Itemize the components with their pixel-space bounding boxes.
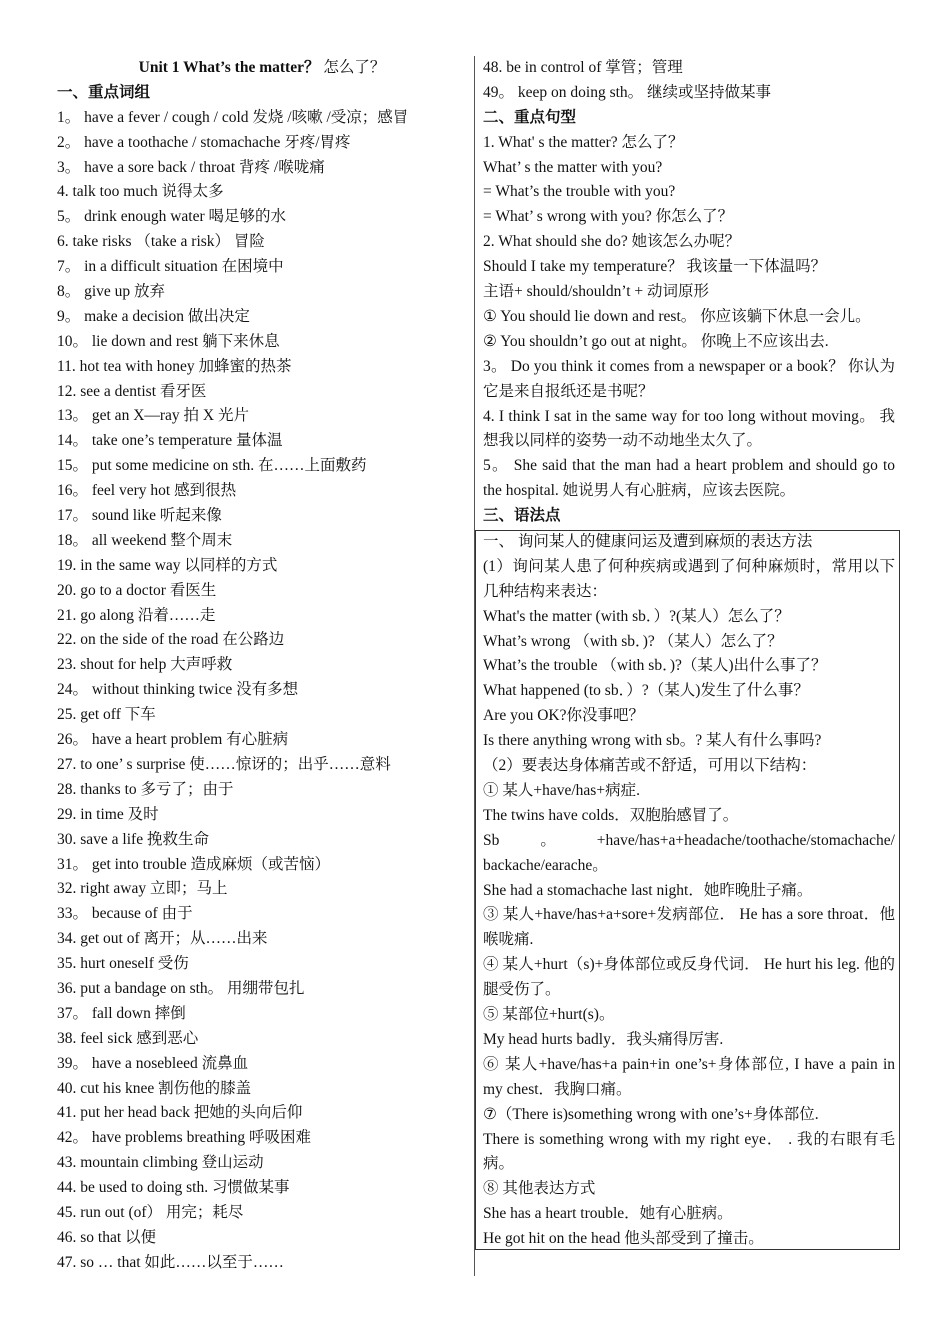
grammar-line: She had a stomachache last night．她昨晚肚子痛。 [483, 881, 813, 899]
phrase-line: 47. so … that 如此……以至于…… [57, 1253, 284, 1271]
sentence-line: 3。 Do you think it comes from a newspaper or a book？ 你认为它是来自报纸还是书呢？ [483, 357, 895, 400]
sentence-line: 主语+ should/shouldn’t + 动词原形 [483, 283, 710, 301]
grammar-line: The twins have colds．双胞胎感冒了。 [483, 806, 739, 824]
grammar-list [483, 530, 895, 1252]
grammar-line: ⑦（There is)something wrong with one’s+身体部位. [483, 1105, 819, 1123]
phrase-line: 12. see a dentist 看牙医 [57, 382, 207, 400]
phrase-line: 27. to one’ s surprise 使……惊讶的；出乎……意料 [57, 755, 391, 773]
phrase-line: 43. mountain climbing 登山运动 [57, 1154, 264, 1172]
page-title [57, 56, 467, 81]
sentence-line: 4. I think I sat in the same way for too long without moving。 我想我以同样的姿势一动不动地坐太久了。 [483, 407, 895, 450]
phrase-line: 37。 fall down 摔倒 [57, 1004, 186, 1022]
grammar-line: What's the matter (with sb．）?(某人）怎么了？ [483, 607, 790, 625]
grammar-line: （2）要表达身体痛苦或不舒适，可用以下结构： [483, 757, 817, 775]
phrase-line: 39。 have a nosebleed 流鼻血 [57, 1054, 249, 1072]
right-column [483, 56, 895, 529]
phrase-line: 15。 put some medicine on sth. 在……上面敷药 [57, 457, 367, 475]
phrase-line: 21. go along 沿着……走 [57, 606, 216, 624]
phrase-line: 8。 give up 放弃 [57, 283, 166, 301]
phrase-line: 38. feel sick 感到恶心 [57, 1029, 199, 1047]
grammar-line: ⑧ 其他表达方式 [483, 1180, 596, 1198]
phrase-line: 41. put her head back 把她的头向后仰 [57, 1104, 303, 1122]
phrase-line: 34. get out of 离开；从……出来 [57, 930, 268, 948]
phrase-list [57, 81, 467, 1276]
phrase-line: 2。 have a toothache / stomachache 牙疼/胃疼 [57, 133, 351, 151]
phrase-line: 18。 all weekend 整个周末 [57, 531, 233, 549]
phrase-line: 17。 sound like 听起来像 [57, 507, 222, 525]
grammar-line: 一、 询问某人的健康问运及遭到麻烦的表达方法 [483, 533, 813, 550]
phrase-line: 6. take risks （take a risk） 冒险 [57, 233, 265, 251]
sentence-line: 48. be in control of 掌管；管理 [483, 59, 683, 76]
phrase-line: 42。 have problems breathing 呼吸困难 [57, 1129, 311, 1147]
phrase-line: 26。 have a heart problem 有心脏病 [57, 731, 289, 749]
phrase-line: 20. go to a doctor 看医生 [57, 581, 217, 599]
phrase-line: 22. on the side of the road 在公路边 [57, 631, 285, 649]
grammar-line: ③ 某人+have/has+a+sore+发病部位． He has a sore throat．他喉咙痛. [483, 906, 895, 949]
phrase-line: 40. cut his knee 割伤他的膝盖 [57, 1079, 252, 1097]
sentence-line: 49。 keep on doing sth。 继续或坚持做某事 [483, 83, 772, 101]
phrase-line: 30. save a life 挽救生命 [57, 830, 209, 848]
sentence-line: 二、重点句型 [483, 108, 577, 126]
phrase-line: 45. run out (of） 用完；耗尽 [57, 1203, 244, 1221]
sentence-line: = What’ s wrong with you? 你怎么了？ [483, 208, 734, 226]
phrase-line: 4. talk too much 说得太多 [57, 183, 224, 201]
sentence-line: 5。 She said that the man had a heart problem and should go to the hospital. 她说男人有心脏病，应该去医院。 [483, 457, 895, 500]
sentence-line: 1. What' s the matter? 怎么了？ [483, 133, 684, 151]
sentence-line: 三、语法点 [483, 507, 561, 525]
phrase-line: 36. put a bandage on sth。 用绷带包扎 [57, 979, 305, 997]
grammar-line: Are you OK?你没事吧？ [483, 707, 645, 725]
grammar-line: She has a heart trouble．她有心脏病。 [483, 1205, 733, 1223]
sentence-line: = What’s the trouble with you? [483, 183, 676, 201]
grammar-line: ① 某人+have/has+病症. [483, 781, 640, 799]
phrase-line: 13。 get an X—ray 拍 X 光片 [57, 407, 249, 425]
phrase-line: 31。 get into trouble 造成麻烦（或苦恼） [57, 855, 330, 873]
sentence-line: ① You should lie down and rest。 你应该躺下休息一会儿。 [483, 307, 871, 325]
phrase-line: 24。 without thinking twice 没有多想 [57, 681, 299, 699]
phrase-line: 9。 make a decision 做出决定 [57, 307, 250, 325]
grammar-line: What’s wrong （with sb．)? （某人）怎么了？ [483, 632, 783, 650]
grammar-line: Is there anything wrong with sb。? 某人有什么事吗? [483, 732, 822, 750]
phrase-line: 32. right away 立即；马上 [57, 880, 228, 898]
grammar-line: ④ 某人+hurt（s)+身体部位或反身代词． He hurt his leg. 他的腿受伤了。 [483, 956, 895, 999]
phrase-line: 29. in time 及时 [57, 805, 159, 823]
grammar-line: There is something wrong with my right eye． . 我的右眼有毛病。 [483, 1130, 895, 1173]
grammar-line: (1）询问某人患了何种疾病或遇到了何种麻烦时，常用以下几种结构来表达： [483, 557, 895, 600]
title-chinese: 怎么了？ [323, 59, 386, 76]
sentence-line: ② You shouldn’t go out at night。 你晚上不应该出去. [483, 332, 829, 350]
phrase-line: 11. hot tea with honey 加蜂蜜的热茶 [57, 357, 292, 375]
phrase-line: 25. get off 下车 [57, 706, 156, 724]
phrase-line: 28. thanks to 多亏了；由于 [57, 780, 234, 798]
phrase-line: 35. hurt oneself 受伤 [57, 955, 189, 973]
phrase-line: 33。 because of 由于 [57, 905, 193, 923]
grammar-line: He got hit on the head 他头部受到了撞击。 [483, 1230, 764, 1248]
title-english: Unit 1 What’s the matter？ [138, 59, 320, 76]
grammar-line: What’s the trouble （with sb．)?（某人)出什么事了？ [483, 657, 827, 675]
left-column [57, 56, 467, 1276]
phrase-line: 14。 take one’s temperature 量体温 [57, 432, 283, 450]
sentence-line: 2. What should she do? 她该怎么办呢？ [483, 233, 741, 251]
grammar-line: ⑥ 某人+have/has+a pain+in one’s+身体部位, I have a pain in my chest．我胸口痛。 [483, 1055, 895, 1098]
phrase-line: 44. be used to doing sth. 习惯做某事 [57, 1179, 290, 1197]
phrase-line: 19. in the same way 以同样的方式 [57, 556, 278, 574]
phrase-line: 一、重点词组 [57, 83, 151, 101]
phrase-line: 7。 in a difficult situation 在困境中 [57, 258, 284, 276]
phrase-line: 23. shout for help 大声呼救 [57, 656, 233, 674]
sentence-line: Should I take my temperature？ 我该量一下体温吗？ [483, 258, 827, 276]
phrase-line: 3。 have a sore back / throat 背疼 /喉咙痛 [57, 158, 325, 176]
grammar-line: ⑤ 某部位+hurt(s)。 [483, 1006, 615, 1024]
phrase-line: 16。 feel very hot 感到很热 [57, 482, 237, 500]
grammar-line: Sb。+have/has+a+headache/toothache/stomachache/ backache/earache。 [483, 831, 895, 874]
phrase-line: 1。 have a fever / cough / cold 发烧 /咳嗽 /受凉；感冒 [57, 108, 409, 126]
grammar-line: My head hurts badly．我头痛得厉害. [483, 1030, 724, 1048]
sentence-list [483, 56, 895, 529]
phrase-line: 5。 drink enough water 喝足够的水 [57, 208, 287, 226]
grammar-line: What happened (to sb．）?（某人)发生了什么事？ [483, 682, 809, 700]
phrase-line: 46. so that 以便 [57, 1228, 157, 1246]
grammar-content [483, 530, 895, 1252]
sentence-line: What’ s the matter with you? [483, 158, 663, 176]
phrase-line: 10。 lie down and rest 躺下来休息 [57, 332, 280, 350]
